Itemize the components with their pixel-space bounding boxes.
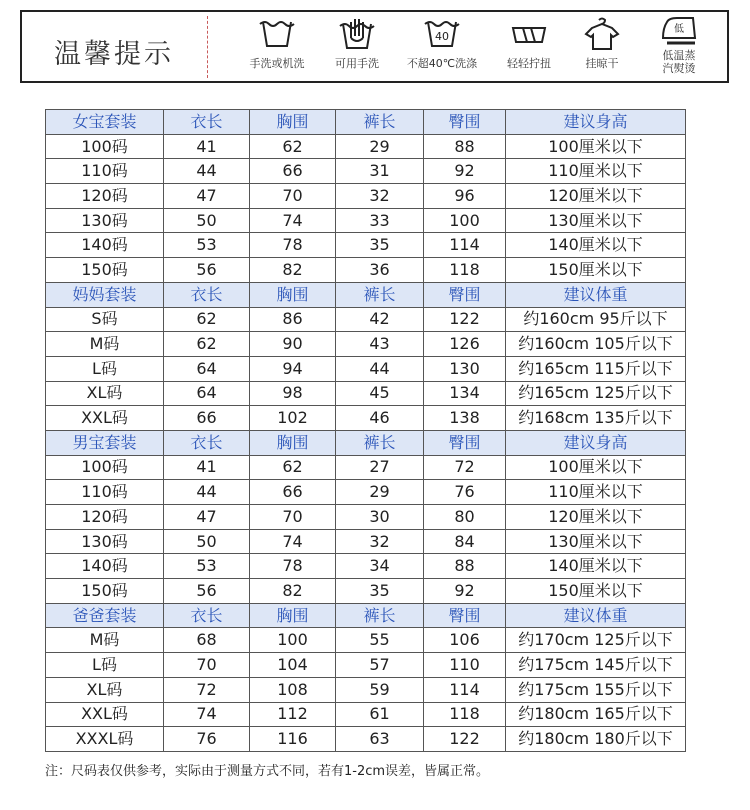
cell-pants-length: 31: [336, 159, 424, 184]
cell-suggestion: 150厘米以下: [506, 579, 686, 604]
cell-length: 76: [164, 727, 250, 752]
cell-size: 150码: [46, 579, 164, 604]
cell-length: 64: [164, 356, 250, 381]
table-row: [46, 529, 686, 554]
cell-size: 120码: [46, 184, 164, 209]
cell-size: 120码: [46, 505, 164, 530]
table-row: [46, 579, 686, 604]
cell-hip: 72: [424, 455, 506, 480]
header-cell-hip: 臀围: [424, 110, 506, 135]
table-row: [46, 455, 686, 480]
cell-size: 100码: [46, 455, 164, 480]
size-chart-note: 注：尺码表仅供参考，实际由于测量方式不同，若有1-2cm误差，皆属正常。: [45, 764, 490, 779]
cell-hip: 118: [424, 702, 506, 727]
care-label: 低温蒸: [662, 49, 696, 62]
cell-chest: 98: [250, 381, 336, 406]
cell-pants-length: 29: [336, 134, 424, 159]
cell-length: 50: [164, 208, 250, 233]
cell-length: 66: [164, 406, 250, 431]
cell-pants-length: 35: [336, 233, 424, 258]
care-instructions-panel: [20, 10, 729, 83]
cell-length: 62: [164, 332, 250, 357]
cell-length: 68: [164, 628, 250, 653]
care-title: 温馨提示: [54, 39, 174, 70]
header-cell-length: 衣长: [164, 282, 250, 307]
cell-chest: 78: [250, 233, 336, 258]
section-header-row: [46, 110, 686, 135]
cell-suggestion: 140厘米以下: [506, 554, 686, 579]
care-label: 手洗或机洗: [249, 57, 305, 70]
cell-chest: 66: [250, 480, 336, 505]
wash-temperature: 40: [435, 30, 449, 43]
cell-length: 47: [164, 184, 250, 209]
cell-hip: 122: [424, 727, 506, 752]
cell-size: XXXL码: [46, 727, 164, 752]
cell-length: 44: [164, 480, 250, 505]
gentle-wring-icon: [509, 16, 549, 52]
header-cell-size: 男宝套装: [46, 430, 164, 455]
cell-chest: 78: [250, 554, 336, 579]
table-row: [46, 258, 686, 283]
cell-size: 130码: [46, 529, 164, 554]
cell-hip: 100: [424, 208, 506, 233]
cell-suggestion: 110厘米以下: [506, 159, 686, 184]
cell-length: 44: [164, 159, 250, 184]
cell-suggestion: 130厘米以下: [506, 208, 686, 233]
care-label: 轻轻拧扭: [507, 57, 551, 70]
table-row: [46, 332, 686, 357]
cell-length: 41: [164, 455, 250, 480]
header-cell-hip: 臀围: [424, 282, 506, 307]
table-row: [46, 233, 686, 258]
header-cell-suggestion: 建议体重: [506, 603, 686, 628]
header-cell-length: 衣长: [164, 603, 250, 628]
header-cell-size: 爸爸套装: [46, 603, 164, 628]
care-label: 不超40℃洗涤: [406, 57, 478, 70]
header-cell-suggestion: 建议体重: [506, 282, 686, 307]
header-cell-length: 衣长: [164, 430, 250, 455]
care-divider: [207, 16, 208, 78]
header-cell-size: 女宝套装: [46, 110, 164, 135]
cell-chest: 102: [250, 406, 336, 431]
cell-size: M码: [46, 332, 164, 357]
cell-chest: 104: [250, 653, 336, 678]
cell-pants-length: 30: [336, 505, 424, 530]
cell-size: 140码: [46, 554, 164, 579]
table-row: [46, 208, 686, 233]
hang-dry-icon: [582, 16, 622, 52]
section-header-row: [46, 430, 686, 455]
cell-hip: 130: [424, 356, 506, 381]
table-row: [46, 653, 686, 678]
cell-pants-length: 57: [336, 653, 424, 678]
care-item-wash-40: [397, 16, 487, 70]
cell-suggestion: 120厘米以下: [506, 184, 686, 209]
cell-pants-length: 35: [336, 579, 424, 604]
cell-hip: 122: [424, 307, 506, 332]
cell-hip: 92: [424, 159, 506, 184]
header-cell-chest: 胸围: [250, 603, 336, 628]
cell-hip: 80: [424, 505, 506, 530]
cell-suggestion: 约180cm 180斤以下: [506, 727, 686, 752]
cell-chest: 116: [250, 727, 336, 752]
size-chart-table: [45, 109, 686, 752]
cell-hip: 88: [424, 134, 506, 159]
table-row: [46, 184, 686, 209]
cell-suggestion: 约180cm 165斤以下: [506, 702, 686, 727]
cell-pants-length: 32: [336, 184, 424, 209]
cell-length: 74: [164, 702, 250, 727]
table-row: [46, 134, 686, 159]
cell-suggestion: 约168cm 135斤以下: [506, 406, 686, 431]
cell-chest: 74: [250, 529, 336, 554]
cell-pants-length: 29: [336, 480, 424, 505]
cell-length: 70: [164, 653, 250, 678]
care-label-line2: 汽熨烫: [662, 62, 696, 75]
header-cell-chest: 胸围: [250, 282, 336, 307]
cell-hip: 126: [424, 332, 506, 357]
header-cell-hip: 臀围: [424, 430, 506, 455]
cell-chest: 82: [250, 258, 336, 283]
cell-hip: 134: [424, 381, 506, 406]
cell-suggestion: 100厘米以下: [506, 455, 686, 480]
hand-wash-icon: [337, 16, 377, 52]
cell-length: 53: [164, 233, 250, 258]
cell-size: XL码: [46, 677, 164, 702]
table-row: [46, 727, 686, 752]
cell-chest: 100: [250, 628, 336, 653]
header-cell-pants-length: 裤长: [336, 110, 424, 135]
table-row: [46, 702, 686, 727]
cell-pants-length: 36: [336, 258, 424, 283]
header-cell-suggestion: 建议身高: [506, 430, 686, 455]
cell-hip: 114: [424, 677, 506, 702]
cell-chest: 108: [250, 677, 336, 702]
table-row: [46, 356, 686, 381]
cell-chest: 74: [250, 208, 336, 233]
header-cell-pants-length: 裤长: [336, 430, 424, 455]
care-item-low-iron: [634, 16, 724, 75]
cell-pants-length: 33: [336, 208, 424, 233]
table-row: [46, 480, 686, 505]
cell-suggestion: 150厘米以下: [506, 258, 686, 283]
table-row: [46, 406, 686, 431]
cell-chest: 86: [250, 307, 336, 332]
cell-suggestion: 120厘米以下: [506, 505, 686, 530]
low-iron-icon: [659, 16, 699, 48]
cell-chest: 94: [250, 356, 336, 381]
cell-suggestion: 约165cm 125斤以下: [506, 381, 686, 406]
care-item-hand-wash: [312, 16, 402, 70]
cell-chest: 82: [250, 579, 336, 604]
cell-length: 56: [164, 258, 250, 283]
cell-suggestion: 110厘米以下: [506, 480, 686, 505]
header-cell-chest: 胸围: [250, 110, 336, 135]
cell-suggestion: 140厘米以下: [506, 233, 686, 258]
table-row: [46, 159, 686, 184]
header-cell-chest: 胸围: [250, 430, 336, 455]
cell-suggestion: 约160cm 105斤以下: [506, 332, 686, 357]
section-header-row: [46, 603, 686, 628]
cell-size: L码: [46, 356, 164, 381]
cell-length: 53: [164, 554, 250, 579]
cell-hip: 118: [424, 258, 506, 283]
cell-size: XXL码: [46, 406, 164, 431]
cell-pants-length: 27: [336, 455, 424, 480]
table-row: [46, 677, 686, 702]
header-cell-length: 衣长: [164, 110, 250, 135]
cell-pants-length: 43: [336, 332, 424, 357]
cell-length: 56: [164, 579, 250, 604]
header-cell-size: 妈妈套装: [46, 282, 164, 307]
cell-hip: 92: [424, 579, 506, 604]
cell-hip: 88: [424, 554, 506, 579]
cell-size: XL码: [46, 381, 164, 406]
cell-chest: 62: [250, 455, 336, 480]
table-row: [46, 307, 686, 332]
cell-pants-length: 42: [336, 307, 424, 332]
cell-suggestion: 约170cm 125斤以下: [506, 628, 686, 653]
cell-suggestion: 约160cm 95斤以下: [506, 307, 686, 332]
cell-chest: 70: [250, 184, 336, 209]
cell-pants-length: 32: [336, 529, 424, 554]
cell-hip: 84: [424, 529, 506, 554]
cell-suggestion: 约175cm 155斤以下: [506, 677, 686, 702]
iron-temperature: 低: [674, 24, 684, 35]
care-label: 挂晾干: [585, 57, 619, 70]
header-cell-suggestion: 建议身高: [506, 110, 686, 135]
cell-hip: 110: [424, 653, 506, 678]
cell-size: 140码: [46, 233, 164, 258]
cell-length: 41: [164, 134, 250, 159]
cell-size: S码: [46, 307, 164, 332]
cell-suggestion: 100厘米以下: [506, 134, 686, 159]
header-cell-pants-length: 裤长: [336, 603, 424, 628]
cell-chest: 112: [250, 702, 336, 727]
cell-size: 100码: [46, 134, 164, 159]
cell-length: 64: [164, 381, 250, 406]
wash-40-icon: [422, 16, 462, 52]
cell-hip: 106: [424, 628, 506, 653]
care-item-hand-or-machine-wash: [232, 16, 322, 70]
cell-size: 110码: [46, 159, 164, 184]
cell-pants-length: 55: [336, 628, 424, 653]
table-row: [46, 505, 686, 530]
cell-pants-length: 59: [336, 677, 424, 702]
table-row: [46, 554, 686, 579]
cell-length: 50: [164, 529, 250, 554]
cell-chest: 66: [250, 159, 336, 184]
cell-size: L码: [46, 653, 164, 678]
cell-size: XXL码: [46, 702, 164, 727]
header-cell-hip: 臀围: [424, 603, 506, 628]
hand-wash-basin-icon: [257, 16, 297, 52]
cell-hip: 138: [424, 406, 506, 431]
cell-pants-length: 46: [336, 406, 424, 431]
cell-hip: 114: [424, 233, 506, 258]
cell-chest: 62: [250, 134, 336, 159]
table-row: [46, 381, 686, 406]
cell-length: 62: [164, 307, 250, 332]
cell-pants-length: 61: [336, 702, 424, 727]
cell-size: 110码: [46, 480, 164, 505]
cell-chest: 70: [250, 505, 336, 530]
cell-suggestion: 约165cm 115斤以下: [506, 356, 686, 381]
cell-hip: 96: [424, 184, 506, 209]
section-header-row: [46, 282, 686, 307]
cell-chest: 90: [250, 332, 336, 357]
cell-hip: 76: [424, 480, 506, 505]
cell-pants-length: 34: [336, 554, 424, 579]
header-cell-pants-length: 裤长: [336, 282, 424, 307]
cell-suggestion: 130厘米以下: [506, 529, 686, 554]
cell-pants-length: 44: [336, 356, 424, 381]
cell-length: 47: [164, 505, 250, 530]
cell-pants-length: 63: [336, 727, 424, 752]
table-row: [46, 628, 686, 653]
cell-size: 150码: [46, 258, 164, 283]
cell-size: 130码: [46, 208, 164, 233]
cell-pants-length: 45: [336, 381, 424, 406]
care-label: 可用手洗: [335, 57, 379, 70]
cell-size: M码: [46, 628, 164, 653]
cell-suggestion: 约175cm 145斤以下: [506, 653, 686, 678]
cell-length: 72: [164, 677, 250, 702]
